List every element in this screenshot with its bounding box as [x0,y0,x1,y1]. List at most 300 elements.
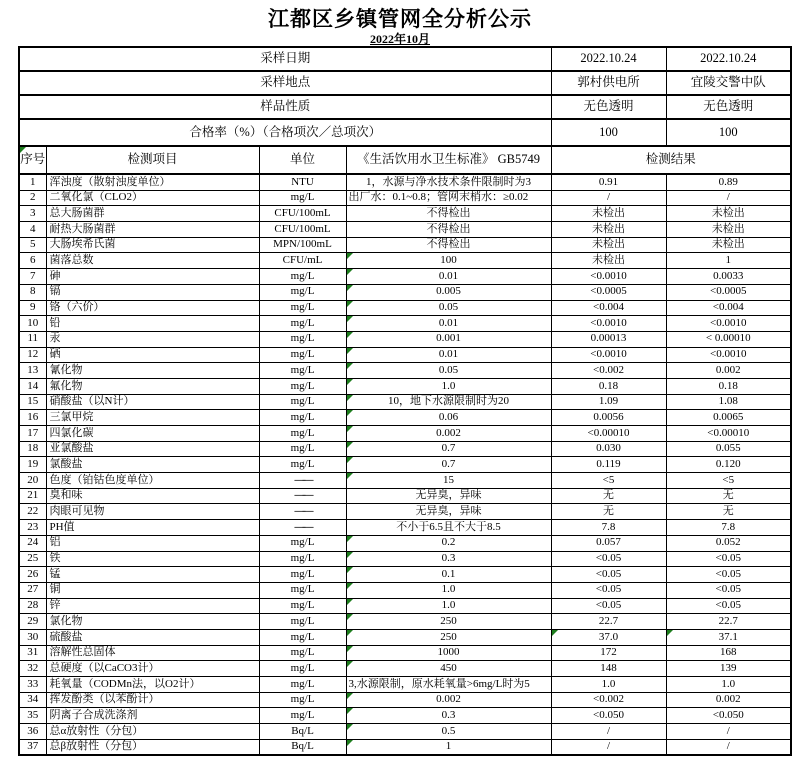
table-row [19,316,791,332]
info-value: 100 [551,119,666,146]
row-index-cell: 13 [19,363,46,379]
result-cell: <0.0010 [551,269,666,285]
green-triangle-icon [347,253,353,259]
unit-cell: mg/L [259,582,346,598]
item-cell: 铁 [46,551,259,567]
green-triangle-icon [347,316,353,322]
row-index-cell: 9 [19,300,46,316]
result-cell: 0.18 [666,378,791,394]
standard-cell: 不得检出 [346,237,551,253]
unit-cell: CFU/mL [259,253,346,269]
row-index-cell: 22 [19,504,46,520]
item-cell: 氟化物 [46,378,259,394]
unit-cell: mg/L [259,457,346,473]
result-cell: <0.004 [551,300,666,316]
result-cell: 0.030 [551,441,666,457]
result-cell: 0.119 [551,457,666,473]
table-row [19,300,791,316]
green-triangle-icon [347,693,353,699]
green-triangle-icon [347,348,353,354]
item-cell: 铝 [46,535,259,551]
table-row [19,222,791,238]
table-row [19,174,791,190]
row-index-cell: 29 [19,614,46,630]
table-row [19,394,791,410]
standard-cell: 无异臭，异味 [346,488,551,504]
standard-cell: 1 [346,739,551,755]
result-cell: 1.09 [551,394,666,410]
green-triangle-icon [347,285,353,291]
item-cell: 总大肠菌群 [46,206,259,222]
result-cell: 1.08 [666,394,791,410]
item-cell: 铬（六价） [46,300,259,316]
unit-cell: mg/L [259,614,346,630]
result-cell: 37.1 [666,629,791,645]
item-cell: 铜 [46,582,259,598]
table-row [19,724,791,740]
unit-cell: mg/L [259,363,346,379]
result-cell: 168 [666,645,791,661]
result-cell: <0.05 [666,567,791,583]
item-cell: 氰化物 [46,363,259,379]
unit-cell: —— [259,504,346,520]
result-cell: 0.0033 [666,269,791,285]
item-cell: 亚氯酸盐 [46,441,259,457]
result-cell: 0.0065 [666,410,791,426]
row-index-cell: 1 [19,174,46,190]
row-index-cell: 16 [19,410,46,426]
row-index-cell: 36 [19,724,46,740]
result-cell: 148 [551,661,666,677]
item-cell: 浑浊度（散射浊度单位） [46,174,259,190]
unit-cell: mg/L [259,190,346,206]
info-label: 合格率（%）（合格项次／总项次） [19,119,551,146]
unit-cell: mg/L [259,661,346,677]
green-triangle-icon [347,724,353,730]
result-cell: <0.00010 [666,426,791,442]
green-triangle-icon [552,630,558,636]
table-row [19,190,791,206]
result-cell: 37.0 [551,629,666,645]
standard-cell: 0.05 [346,300,551,316]
green-triangle-icon [347,740,353,746]
unit-cell: mg/L [259,629,346,645]
result-cell: 未检出 [666,237,791,253]
info-value: 无色透明 [551,95,666,119]
row-index-cell: 11 [19,331,46,347]
row-index-cell: 25 [19,551,46,567]
row-index-cell: 7 [19,269,46,285]
unit-cell: mg/L [259,692,346,708]
result-cell: 0.120 [666,457,791,473]
col-header-result: 检测结果 [551,146,791,174]
result-cell: <0.0010 [666,316,791,332]
green-triangle-icon [347,363,353,369]
result-cell: 未检出 [551,222,666,238]
item-cell: 色度（铂钴色度单位） [46,473,259,489]
row-index-cell: 20 [19,473,46,489]
unit-cell: mg/L [259,567,346,583]
unit-cell: Bq/L [259,724,346,740]
result-cell: 未检出 [551,253,666,269]
result-cell: <0.05 [551,567,666,583]
green-triangle-icon [347,646,353,652]
table-row [19,347,791,363]
green-triangle-icon [20,147,26,153]
result-cell: / [551,190,666,206]
table-row [19,284,791,300]
standard-cell: 0.7 [346,441,551,457]
green-triangle-icon [347,599,353,605]
row-index-cell: 19 [19,457,46,473]
item-cell: 汞 [46,331,259,347]
standard-cell: 250 [346,629,551,645]
standard-cell: 0.3 [346,708,551,724]
standard-cell: 0.005 [346,284,551,300]
item-cell: 总β放射性（分包） [46,739,259,755]
green-triangle-icon [347,708,353,714]
green-triangle-icon [347,301,353,307]
result-cell: <0.004 [666,300,791,316]
standard-cell: 0.1 [346,567,551,583]
result-cell: <0.00010 [551,426,666,442]
standard-cell: 无异臭，异味 [346,504,551,520]
table-row [19,535,791,551]
table-row [19,567,791,583]
table-row [19,253,791,269]
green-triangle-icon [347,395,353,401]
unit-cell: mg/L [259,331,346,347]
standard-cell: 1.0 [346,582,551,598]
standard-cell: 100 [346,253,551,269]
unit-cell: Bq/L [259,739,346,755]
standard-cell: 0.01 [346,316,551,332]
result-cell: 无 [666,504,791,520]
table-row [19,692,791,708]
standard-cell: 0.7 [346,457,551,473]
col-header-item: 检测项目 [46,146,259,174]
green-triangle-icon [347,583,353,589]
row-index-cell: 35 [19,708,46,724]
info-label: 样品性质 [19,95,551,119]
table-row [19,363,791,379]
result-cell: 22.7 [666,614,791,630]
info-value: 无色透明 [666,95,791,119]
unit-cell: mg/L [259,347,346,363]
row-index-cell: 12 [19,347,46,363]
row-index-cell: 33 [19,677,46,693]
item-cell: 氯化物 [46,614,259,630]
green-triangle-icon [347,332,353,338]
green-triangle-icon [347,457,353,463]
result-cell: / [666,724,791,740]
row-index-cell: 3 [19,206,46,222]
table-row [19,378,791,394]
result-cell: 139 [666,661,791,677]
info-row [19,95,791,119]
result-cell: 无 [666,488,791,504]
table-row [19,582,791,598]
result-cell: 未检出 [551,237,666,253]
standard-cell: 不得检出 [346,222,551,238]
standard-cell: 0.01 [346,269,551,285]
standard-cell: 10，地下水源限制时为20 [346,394,551,410]
row-index-cell: 18 [19,441,46,457]
info-row [19,47,791,71]
col-header-index: 序号 [19,146,46,174]
table-row [19,614,791,630]
item-cell: 砷 [46,269,259,285]
standard-cell: 1，水源与净水技术条件限制时为3 [346,174,551,190]
item-cell: 耗氧量（CODMn法，以O2计） [46,677,259,693]
unit-cell: mg/L [259,269,346,285]
result-cell: <0.05 [551,598,666,614]
page-title: 江都区乡镇管网全分析公示 [268,8,532,31]
unit-cell: mg/L [259,378,346,394]
result-cell: 1.0 [666,677,791,693]
table-row [19,551,791,567]
standard-cell: 0.2 [346,535,551,551]
table-row [19,457,791,473]
result-cell: 172 [551,645,666,661]
row-index-cell: 4 [19,222,46,238]
result-cell: 无 [551,488,666,504]
table-row [19,488,791,504]
standard-cell: 15 [346,473,551,489]
result-cell: <5 [551,473,666,489]
unit-cell: mg/L [259,410,346,426]
item-cell: 三氯甲烷 [46,410,259,426]
unit-cell: mg/L [259,645,346,661]
row-index-cell: 37 [19,739,46,755]
unit-cell: mg/L [259,598,346,614]
item-cell: 硝酸盐（以N计） [46,394,259,410]
green-triangle-icon [347,614,353,620]
standard-cell: 0.3 [346,551,551,567]
row-index-cell: 21 [19,488,46,504]
green-triangle-icon [347,567,353,573]
table-row [19,331,791,347]
standard-cell: 0.01 [346,347,551,363]
item-cell: 硒 [46,347,259,363]
table-row [19,237,791,253]
result-cell: 1 [666,253,791,269]
result-cell: <0.0010 [666,347,791,363]
result-cell: <0.002 [551,692,666,708]
standard-cell: 1000 [346,645,551,661]
result-cell: / [551,739,666,755]
table-row [19,504,791,520]
item-cell: 二氧化氯（CLO2） [46,190,259,206]
result-cell: 7.8 [551,520,666,536]
info-label: 采样日期 [19,47,551,71]
row-index-cell: 31 [19,645,46,661]
table-row [19,269,791,285]
row-index-cell: 14 [19,378,46,394]
result-cell: <0.05 [666,551,791,567]
standard-cell: 0.001 [346,331,551,347]
result-cell: 0.055 [666,441,791,457]
table-row [19,426,791,442]
result-cell: <0.05 [551,551,666,567]
item-cell: 锰 [46,567,259,583]
page-subtitle: 2022年10月 [369,32,430,46]
standard-cell: 0.05 [346,363,551,379]
result-cell: 0.002 [666,363,791,379]
unit-cell: MPN/100mL [259,237,346,253]
item-cell: 菌落总数 [46,253,259,269]
result-cell: <0.0005 [666,284,791,300]
item-cell: 阴离子合成洗涤剂 [46,708,259,724]
table-row [19,629,791,645]
info-value: 2022.10.24 [551,47,666,71]
item-cell: 挥发酚类（以苯酚计） [46,692,259,708]
row-index-cell: 2 [19,190,46,206]
table-row [19,206,791,222]
green-triangle-icon [347,442,353,448]
col-header-standard: 《生活饮用水卫生标准》 GB5749 [346,146,551,174]
standard-cell: 1.0 [346,598,551,614]
row-index-cell: 8 [19,284,46,300]
result-cell: < 0.00010 [666,331,791,347]
green-triangle-icon [347,552,353,558]
water-analysis-table [18,46,792,756]
table-row [19,661,791,677]
row-index-cell: 26 [19,567,46,583]
item-cell: 溶解性总固体 [46,645,259,661]
result-cell: 未检出 [666,222,791,238]
info-label: 采样地点 [19,71,551,95]
unit-cell: —— [259,488,346,504]
unit-cell: mg/L [259,316,346,332]
standard-cell: 不得检出 [346,206,551,222]
standard-cell: 3,水源限制，原水耗氧量>6mg/L时为5 [346,677,551,693]
green-triangle-icon [347,269,353,275]
standard-cell: 不小于6.5且不大于8.5 [346,520,551,536]
unit-cell: CFU/100mL [259,206,346,222]
item-cell: 耐热大肠菌群 [46,222,259,238]
standard-cell: 0.06 [346,410,551,426]
row-index-cell: 10 [19,316,46,332]
table-row [19,520,791,536]
green-triangle-icon [347,473,353,479]
table-header-row [19,146,791,174]
result-cell: <0.002 [551,363,666,379]
result-cell: 7.8 [666,520,791,536]
item-cell: 总α放射性（分包） [46,724,259,740]
unit-cell: —— [259,520,346,536]
green-triangle-icon [347,661,353,667]
result-cell: 0.91 [551,174,666,190]
item-cell: PH值 [46,520,259,536]
unit-cell: mg/L [259,708,346,724]
table-row [19,708,791,724]
result-cell: <5 [666,473,791,489]
green-triangle-icon [347,410,353,416]
table-row [19,677,791,693]
row-index-cell: 27 [19,582,46,598]
info-value: 100 [666,119,791,146]
unit-cell: —— [259,473,346,489]
result-cell: 0.002 [666,692,791,708]
row-index-cell: 28 [19,598,46,614]
green-triangle-icon [347,630,353,636]
standard-cell: 0.002 [346,426,551,442]
result-cell: <0.05 [666,582,791,598]
result-cell: <0.0005 [551,284,666,300]
item-cell: 总硬度（以CaCO3计） [46,661,259,677]
result-cell: 1.0 [551,677,666,693]
unit-cell: mg/L [259,441,346,457]
info-value: 2022.10.24 [666,47,791,71]
unit-cell: CFU/100mL [259,222,346,238]
unit-cell: mg/L [259,551,346,567]
item-cell: 锌 [46,598,259,614]
result-cell: 0.89 [666,174,791,190]
table-row [19,645,791,661]
item-cell: 铅 [46,316,259,332]
unit-cell: mg/L [259,426,346,442]
item-cell: 硫酸盐 [46,629,259,645]
item-cell: 四氯化碳 [46,426,259,442]
unit-cell: NTU [259,174,346,190]
info-row [19,71,791,95]
result-cell: <0.05 [666,598,791,614]
standard-cell: 0.002 [346,692,551,708]
row-index-cell: 5 [19,237,46,253]
row-index-cell: 30 [19,629,46,645]
row-index-cell: 15 [19,394,46,410]
item-cell: 肉眼可见物 [46,504,259,520]
row-index-cell: 32 [19,661,46,677]
row-index-cell: 24 [19,535,46,551]
result-cell: <0.0010 [551,316,666,332]
info-row [19,119,791,146]
green-triangle-icon [347,379,353,385]
standard-cell: 出厂水：0.1~0.8；管网末梢水：≥0.02 [346,190,551,206]
green-triangle-icon [347,536,353,542]
result-cell: <0.050 [666,708,791,724]
unit-cell: mg/L [259,677,346,693]
result-cell: <0.050 [551,708,666,724]
row-index-cell: 17 [19,426,46,442]
info-value: 宜陵交警中队 [666,71,791,95]
standard-cell: 0.5 [346,724,551,740]
result-cell: / [666,190,791,206]
result-cell: 0.00013 [551,331,666,347]
green-triangle-icon [347,426,353,432]
table-row [19,739,791,755]
table-row [19,410,791,426]
unit-cell: mg/L [259,300,346,316]
row-index-cell: 23 [19,520,46,536]
col-header-unit: 单位 [259,146,346,174]
result-cell: / [551,724,666,740]
result-cell: 0.18 [551,378,666,394]
result-cell: 0.0056 [551,410,666,426]
result-cell: <0.0010 [551,347,666,363]
table-row [19,473,791,489]
result-cell: <0.05 [551,582,666,598]
info-value: 郭村供电所 [551,71,666,95]
unit-cell: mg/L [259,284,346,300]
result-cell: 0.052 [666,535,791,551]
standard-cell: 450 [346,661,551,677]
standard-cell: 250 [346,614,551,630]
row-index-cell: 6 [19,253,46,269]
result-cell: / [666,739,791,755]
table-row [19,441,791,457]
